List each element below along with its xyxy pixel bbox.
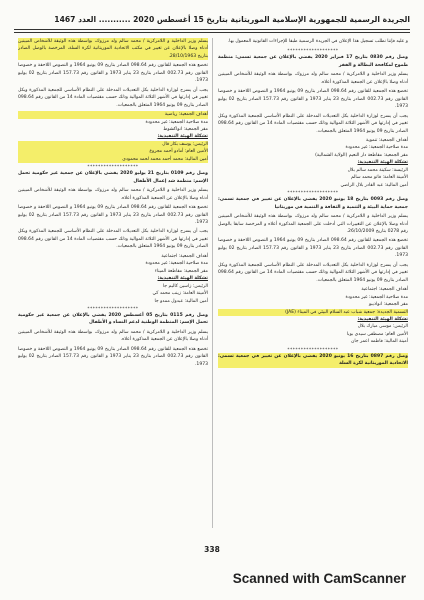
column-divider [212,38,213,528]
page-number: 338 [204,545,220,554]
notice-1-board-title: تشكلة الهيئة التنفيذية: [357,160,408,166]
notice-4-hq: مقر الجمعية: مقاطعة الميناء [154,268,208,274]
page-header [14,12,410,27]
notice-1-hq: مقر الجمعية: مقاطعة دار النعيم (الولاية الشمالية) [315,152,408,158]
notice-2-secretary: الأمين العام: مصطفى سيدي بوبا [346,331,408,337]
notice-3-secretary: الأمين العام: أمادو أحمد مجروع [18,148,208,155]
notice-3-president: الرئيس: يوسف بكار قال [18,141,208,148]
notice-1-obligation: يجب أن يسرح لوزارة الداخلية بكل التعديلات المدخلة على النظام الأساسي للجمعية المذكورة وبكل تغيير في إدارتها في الأشهر الثلاثة الموالية وذلك حسب مقتضيات المادة 14 من القانون رقم 098.64 الصادر بتاريخ 09 يونيو 1964 المتعلق بالجمعيات. [218,113,408,134]
gazette-running-title: الجريدة الرسمية للجمهورية الإسلامية الموريتانية بتاريخ 15 أغسطس 2020 ........... العدد 1467 [54,15,410,24]
notice-2-goals: أهداف الجمعية: اجتماعية [361,287,408,293]
notice-3-obligation: يجب أن يسرح لوزارة الداخلية بكل التعديلات المدخلة على النظام الأساسي للجمعية المذكورة وبكل تغيير في إدارتها في الأشهر الثلاثة الموالية وذلك حسب مقتضيات المادة 14 من القانون رقم 098.64 الصادر بتاريخ 09 يونيو 1964 المتعلق بالجمعيات. [18,87,208,108]
separator-stars: ******************* [87,305,139,311]
notice-5-body: يسلم وزير الداخلية و اللامركزية / محمد سالم ولد مرزوك، بواسطة هذه الوثيقة للأشخاص المبينين أدناه وصلا بالإعلان عن الجمعية المذكورة أعلاه. [18,329,208,343]
notice-1-body: يسلم وزير الداخلية و اللامركزية / محمد سالم ولد مرزوك، بواسطة هذه الوثيقة للأشخاص المبينين أدناه وصلا بالإعلان عن الجمعية المذكورة أعلاه. [218,72,408,85]
notice-3-treasurer: أمين المالية: محمد أحمد محمد لحمد محمودي [18,156,208,163]
separator-stars: ******************* [287,190,339,196]
notice-4-obligation: يجب أن يسرح لوزارة الداخلية بكل التعديلات المدخلة على النظام الأساسي للجمعية المذكورة وبكل تغيير في إدارتها في الأشهر الثلاثة الموالية وذلك حسب مقتضيات المادة 14 من القانون رقم 098.64 الصادر بتاريخ 09 يونيو 1964 المتعلق بالجمعيات. [18,229,208,250]
notice-2-body: يسلم وزير الداخلية و اللامركزية / محمد سالم ولد مرزوك، بواسطة هذه الوثيقة للأشخاص المبينين أدناه وصلا بالإعلان عن التغييرات التي أدخلت على الجمعية المذكورة أعلاه و المرخصة سابقا بالوصل رقم 0278 بتاريخ 26/10/2009. [218,214,408,234]
notice-2-hq: مقر الجمعية: انواذيبو [368,302,408,308]
notice-1-law: تخضع هذه الجمعية للقانون رقم 098.64 الصادر بتاريخ 09 يونيو 1964 و النصوص اللاحقة و خصوصا القانون رقم 002.73 الصادر بتاريخ 23 يناير 1973 و القانون رقم 157.73 الصادر بتاريخ 02 يوليو 1973. [218,89,408,110]
right-column [218,38,408,532]
notice-1-heading: وصل رقم 0830 بتاريخ 17 فبراير 2020 يقضي بالإعلان عن جمعية تسمى: منظمة طموح لمكافحة البطالة و الفقر [218,55,408,68]
intro-paragraph: و عليه فإننا نطلب تسجيل هذا الإعلان في الجريدة الرسمية طبقا للإجراءات القانونية المعمول بها. [227,39,408,44]
notice-5-law: تخضع هذه الجمعية للقانون رقم 098.64 الصادر بتاريخ 09 يونيو 1964 و النصوص اللاحقة و خصوصا القانون رقم 002.73 الصادر بتاريخ 23 يناير 1973 و القانون رقم 157.73 الصادر بتاريخ 02 يوليو 1973. [18,346,208,367]
notice-3-heading: وصل رقم 0897 بتاريخ 16 يونيو 2020 يقضي بالإعلان عن تغيير في جمعية تسمى: الاتحادية الموريتانية لكرة السلة [218,353,408,367]
notice-1-treasurer: أمين المالية: عبد القادر بلال الراضي [340,182,408,188]
notice-4-treasurer: أمين المالية: عبدول ممدو جا [154,298,208,304]
separator-stars: ******************* [287,48,339,54]
notice-2-law: تخضع هذه الجمعية للقانون رقم 098.64 الصادر بتاريخ 09 يونيو 1964 و النصوص اللاحقة و خصوصا القانون رقم 002.73 الصادر بتاريخ 23 يناير 1973 و القانون رقم 157.73 الصادر بتاريخ 02 يوليو 1973. [218,238,408,259]
notice-3-hq: مقر الجمعية: انواكشوط [163,126,208,132]
notice-4-law: تخضع هذه الجمعية للقانون رقم 098.64 الصادر بتاريخ 09 يونيو 1964 و النصوص اللاحقة و خصوصا القانون رقم 002.73 الصادر بتاريخ 23 يناير 1973 و القانون رقم 157.73 الصادر بتاريخ 02 يوليو 1973. [18,205,208,225]
notice-1-president: الرئيسة: سكينة محمد سالم بلال [347,167,408,173]
notice-4-body: يسلم وزير الداخلية و اللامركزية / محمد سالم ولد مرزوك، بواسطة هذه الوثيقة للأشخاص المبينين أدناه وصلا بالإعلان عن الجمعية المذكورة أعلاه. [18,188,208,201]
notice-4-goals: أهداف الجمعية: اجتماعية [161,253,208,259]
notice-3-body: يسلم وزير الداخلية و اللامركزية / محمد سالم ولد مرزوك، بواسطة هذه الوثيقة للأشخاص المبينين أدناه وصلا بالإعلان عن تغيير في مكتب الاتحادية الموريتانية لكرة السلة، المرخصة بالوصل الصادر بتاريخ 28/10/1963. [18,39,208,59]
notice-2-new-name: التسمية الجديدة: جمعية شباب عبد السلام البيئي في الميناء (JAE) [218,309,408,316]
notice-1-duration: مدة صلاحية الجمعية: غير محدودة [345,145,408,151]
notice-1-secretary: الأمينة العامة: فاتو محمد سالم [350,175,408,181]
notice-4-secretary: الأمينة العامة: زينب محمد كي [152,291,208,297]
notice-2-board-title: تشكلة الهيئة التنفيذية: [357,316,408,322]
notice-1-goals: أهداف الجمعية: تنموية [366,137,408,143]
separator-stars: ******************* [287,346,339,352]
notice-3-law: تخضع هذه الجمعية للقانون رقم 098.64 الصادر بتاريخ 09 يونيو 1964 و النصوص اللاحقة و خصوصا القانون رقم 002.73 الصادر بتاريخ 23 يناير 1973 و القانون رقم 157.73 الصادر بتاريخ 02 يوليو 1973. [18,63,208,84]
notice-4-president: الرئيس: زاسين كاليم جا [162,283,208,289]
header-rule [14,29,410,33]
notice-2-president: الرئيس: موسى مبارك بلال [357,324,408,330]
notice-4-duration: مدة صلاحية الجمعية: غير محدودة [145,261,208,267]
separator-stars: ******************* [87,164,139,170]
notice-2-heading: وصل رقم 0093 بتاريخ 18 يونيو 2020 يقضي بالإعلان عن تغيير في جمعية تسمى: جمعية حماية البيئة و التنمية و الثقافة و التنمية في موريتانيا [218,197,408,210]
notice-2-obligation: يجب أن يسرح لوزارة الداخلية بكل التعديلات المدخلة على النظام الأساسي للجمعية المذكورة وبكل تغيير في إدارتها في الأشهر الثلاثة الموالية وذلك حسب مقتضيات المادة 14 من القانون رقم 098.64 الصادر بتاريخ 09 يونيو 1964 المتعلق بالجمعيات. [218,262,408,283]
notice-3-duration: مدة صلاحية الجمعية: غير محدودة [145,119,208,125]
notice-4-heading: وصل رقم 0109 بتاريخ 21 يوليو 2020 يقضي بالإعلان عن جمعية غير حكومية تحمل الإسم: منظمة شد إعمال الأطفال [18,171,208,184]
camscanner-watermark: Scanned with CamScanner [232,571,406,586]
left-column [18,38,208,532]
notice-3-goals: أهداف الجمعية: رياضية [18,111,208,118]
notice-2-treasurer: أمينة المالية: فاطمه اعمر جان [351,339,408,345]
notice-4-board-title: تشكلة الهيئة التنفيذية: [157,276,208,282]
notice-3-board-title: تشكلة الهيئة التنفيذية: [157,134,208,140]
notice-5-heading: وصل رقم 0115 بتاريخ 05 أغسطس 2020 يقضي بالإعلان عن جمعية غير حكومية تحمل الإسم: المنظمة الوطنية لدعم النساء و الأطفال [18,312,208,326]
notice-2-duration: مدة صلاحية الجمعية: غير محدودة [345,294,408,300]
